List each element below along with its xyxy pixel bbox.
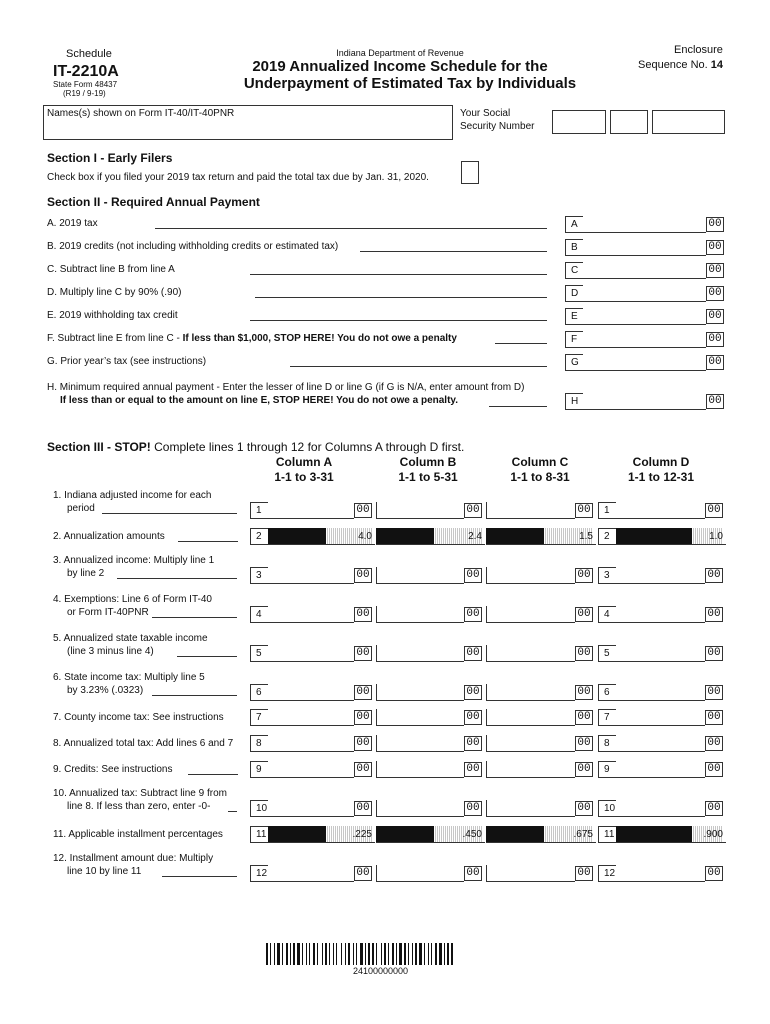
amount-field[interactable] xyxy=(486,865,575,882)
cents-zeros: 00 xyxy=(464,762,482,777)
amount-field[interactable] xyxy=(376,606,464,623)
cents-zeros: 00 xyxy=(705,646,723,661)
cents-zeros: 00 xyxy=(354,503,372,518)
cents-zeros: 00 xyxy=(464,568,482,583)
cents-zeros: 00 xyxy=(575,607,593,622)
line-letter: C xyxy=(565,262,583,279)
amount-field[interactable] xyxy=(616,761,705,778)
section2-line-text: F. Subtract line E from line C - If less than $1,000, STOP HERE! You do not owe a penalty xyxy=(47,333,457,344)
cents-zeros: 00 xyxy=(464,866,482,881)
amount-field[interactable] xyxy=(583,331,706,348)
section3-line-text: 10. Annualized tax: Subtract line 9 from xyxy=(53,788,227,799)
line-number: 4 xyxy=(598,606,616,623)
section3-line-text: 9. Credits: See instructions xyxy=(53,764,173,775)
barcode-bar xyxy=(415,943,417,965)
barcode-bar xyxy=(353,943,354,965)
amount-field[interactable] xyxy=(616,645,705,662)
amount-field[interactable] xyxy=(486,761,575,778)
column-name: Column D xyxy=(632,455,690,469)
amount-field[interactable] xyxy=(583,216,706,233)
cents-zeros: 00 xyxy=(464,503,482,518)
amount-field[interactable] xyxy=(616,606,705,623)
amount-field[interactable] xyxy=(616,800,705,817)
amount-field[interactable] xyxy=(376,761,464,778)
cents-zeros: 00 xyxy=(706,240,724,255)
barcode-bar xyxy=(336,943,337,965)
sequence-number: Sequence No. 14 xyxy=(638,59,724,71)
line-number: 4 xyxy=(250,606,268,623)
barcode-bar xyxy=(360,943,363,965)
cents-zeros: 00 xyxy=(706,286,724,301)
cents-zeros: 00 xyxy=(575,710,593,725)
cents-zeros: 00 xyxy=(575,685,593,700)
line-number: 11 xyxy=(250,826,268,843)
column-period: 1-1 to 12-31 xyxy=(627,470,695,484)
line-number: 10 xyxy=(598,800,616,817)
cents-zeros: 00 xyxy=(705,607,723,622)
section2-line-text: B. 2019 credits (not including withholding credits or estimated tax) xyxy=(47,241,339,252)
amount-field[interactable] xyxy=(486,567,575,584)
line-number: 6 xyxy=(250,684,268,701)
leader-line xyxy=(290,366,547,367)
amount-field[interactable] xyxy=(486,709,575,726)
cents-zeros: 00 xyxy=(575,866,593,881)
section3-line-text-2: line 10 by line 11 xyxy=(67,866,142,877)
line-number: 11 xyxy=(598,826,616,843)
fixed-value: 1.0 xyxy=(709,531,723,542)
barcode-bar xyxy=(325,943,327,965)
leader-line xyxy=(152,695,237,696)
amount-field[interactable] xyxy=(616,684,705,701)
cents-zeros: 00 xyxy=(705,801,723,816)
line-number: 8 xyxy=(598,735,616,752)
barcode-bar xyxy=(412,943,413,965)
barcode-bar xyxy=(341,943,342,965)
line-number: 7 xyxy=(598,709,616,726)
section2-line-text: D. Multiply line C by 90% (.90) xyxy=(47,287,182,298)
cents-zeros: 00 xyxy=(705,685,723,700)
barcode-bar xyxy=(444,943,445,965)
section3-heading: Section III - STOP! Complete lines 1 through 12 for Columns A through D first. xyxy=(47,440,465,454)
amount-field[interactable] xyxy=(376,709,464,726)
line-number: 2 xyxy=(250,528,268,545)
value-field-frame xyxy=(616,528,726,545)
barcode-bar xyxy=(277,943,280,965)
column-name: Column A xyxy=(275,455,333,469)
section3-line-text: 6. State income tax: Multiply line 5 xyxy=(53,672,205,683)
enclosure-label: Enclosure xyxy=(674,44,723,56)
section3-line-text-2: line 8. If less than zero, enter -0- xyxy=(67,801,211,812)
leader-line xyxy=(250,274,547,275)
barcode-bar xyxy=(345,943,346,965)
barcode-bar xyxy=(274,943,275,965)
leader-line xyxy=(250,320,547,321)
section3-line-text: 5. Annualized state taxable income xyxy=(53,633,208,644)
form-title-2: Underpayment of Estimated Tax by Individuals xyxy=(243,75,577,92)
barcode-bar xyxy=(309,943,310,965)
cents-zeros: 00 xyxy=(706,332,724,347)
cents-zeros: 00 xyxy=(354,646,372,661)
barcode-bar xyxy=(435,943,437,965)
leader-line xyxy=(360,251,547,252)
line-letter: D xyxy=(565,285,583,302)
amount-field[interactable] xyxy=(486,735,575,752)
amount-field[interactable] xyxy=(486,606,575,623)
cents-zeros: 00 xyxy=(354,736,372,751)
amount-field[interactable] xyxy=(616,735,705,752)
cents-zeros: 00 xyxy=(354,607,372,622)
leader-line xyxy=(155,228,547,229)
barcode-bar xyxy=(365,943,366,965)
amount-field[interactable] xyxy=(486,645,575,662)
line-number: 7 xyxy=(250,709,268,726)
line-letter: F xyxy=(565,331,583,348)
amount-field[interactable] xyxy=(376,645,464,662)
amount-field[interactable] xyxy=(583,354,706,371)
cents-zeros: 00 xyxy=(705,503,723,518)
line-letter: G xyxy=(565,354,583,371)
amount-field[interactable] xyxy=(376,865,464,882)
barcode-bar xyxy=(396,943,397,965)
cents-zeros: 00 xyxy=(354,801,372,816)
value-field-frame xyxy=(616,826,726,843)
form-code: IT-2210A xyxy=(53,63,119,80)
barcode-bar xyxy=(282,943,283,965)
barcode-bar xyxy=(317,943,318,965)
cents-zeros: 00 xyxy=(464,710,482,725)
barcode-bar xyxy=(293,943,295,965)
names-label: Names(s) shown on Form IT-40/IT-40PNR xyxy=(47,108,235,119)
schedule-label: Schedule xyxy=(66,48,112,60)
ssn-part-1[interactable] xyxy=(552,110,606,134)
value-field-frame xyxy=(376,826,485,843)
cents-zeros: 00 xyxy=(705,866,723,881)
barcode-bar xyxy=(408,943,409,965)
section2-line-text: G. Prior year’s tax (see instructions) xyxy=(47,356,207,367)
cents-zeros: 00 xyxy=(575,646,593,661)
barcode-bar xyxy=(286,943,288,965)
barcode-number: 24100000000 xyxy=(353,966,409,976)
cents-zeros: 00 xyxy=(706,217,724,232)
column-period: 1-1 to 5-31 xyxy=(398,470,458,484)
barcode-bar xyxy=(329,943,330,965)
leader-line xyxy=(489,406,547,407)
cents-zeros: 00 xyxy=(464,801,482,816)
amount-field[interactable] xyxy=(268,735,354,752)
section2-line-text: A. 2019 tax xyxy=(47,218,98,229)
section3-line-text: 8. Annualized total tax: Add lines 6 and 7 xyxy=(53,738,234,749)
fixed-value: .900 xyxy=(703,829,723,840)
line-number: 3 xyxy=(598,567,616,584)
amount-field[interactable] xyxy=(616,865,705,882)
fixed-value: .675 xyxy=(573,829,593,840)
section3-line-text-2: by line 2 xyxy=(67,568,105,579)
leader-line xyxy=(178,541,238,542)
section3-line-text: 4. Exemptions: Line 6 of Form IT-40 xyxy=(53,594,212,605)
section1-text: Check box if you filed your 2019 tax return and paid the total tax due by Jan. 31, 2020. xyxy=(47,172,429,183)
value-field-frame xyxy=(486,528,596,545)
cents-zeros: 00 xyxy=(705,710,723,725)
amount-field[interactable] xyxy=(583,262,706,279)
column-period: 1-1 to 3-31 xyxy=(274,470,334,484)
leader-line xyxy=(188,774,238,775)
cents-zeros: 00 xyxy=(706,355,724,370)
barcode-bar xyxy=(306,943,307,965)
section3-line-text-2: (line 3 minus line 4) xyxy=(67,646,154,657)
line-letter: A xyxy=(565,216,583,233)
section3-line-text: 1. Indiana adjusted income for each xyxy=(53,490,212,501)
line-number: 3 xyxy=(250,567,268,584)
section3-line-text: 11. Applicable installment percentages xyxy=(53,829,223,840)
ssn-label-1: Your Social xyxy=(460,108,511,119)
section2-line-text: E. 2019 withholding tax credit xyxy=(47,310,178,321)
barcode-bar xyxy=(356,943,357,965)
amount-field[interactable] xyxy=(376,800,464,817)
line-h-text-2: If less than or equal to the amount on line E, STOP HERE! You do not owe a penalty. xyxy=(60,395,459,406)
amount-field[interactable] xyxy=(376,502,464,519)
amount-field[interactable] xyxy=(268,865,354,882)
cents-zeros: 00 xyxy=(464,607,482,622)
fixed-value: 2.4 xyxy=(468,531,482,542)
form-title-1: 2019 Annualized Income Schedule for the xyxy=(252,58,548,75)
barcode-bar xyxy=(428,943,429,965)
cents-zeros: 00 xyxy=(575,503,593,518)
section3-line-text: 3. Annualized income: Multiply line 1 xyxy=(53,555,215,566)
revision: (R19 / 9-19) xyxy=(63,89,106,98)
line-number: 6 xyxy=(598,684,616,701)
barcode-bar xyxy=(439,943,442,965)
line-number: 1 xyxy=(250,502,268,519)
barcode-bar xyxy=(313,943,315,965)
amount-field[interactable] xyxy=(583,393,706,410)
barcode-bar xyxy=(404,943,406,965)
cents-zeros: 00 xyxy=(705,568,723,583)
cents-zeros: 00 xyxy=(464,646,482,661)
cents-zeros: 00 xyxy=(706,263,724,278)
barcode-bar xyxy=(384,943,386,965)
section1-heading: Section I - Early Filers xyxy=(47,151,173,165)
section3-line-text: 12. Installment amount due: Multiply xyxy=(53,853,214,864)
line-letter: B xyxy=(565,239,583,256)
amount-field[interactable] xyxy=(486,684,575,701)
line-number: 5 xyxy=(598,645,616,662)
section3-line-text-2: period xyxy=(67,503,95,514)
amount-field[interactable] xyxy=(583,308,706,325)
cents-zeros: 00 xyxy=(706,309,724,324)
amount-field[interactable] xyxy=(376,684,464,701)
column-period: 1-1 to 8-31 xyxy=(510,470,570,484)
cents-zeros: 00 xyxy=(354,685,372,700)
line-letter: H xyxy=(565,393,583,410)
section2-line-text: C. Subtract line B from line A xyxy=(47,264,175,275)
value-field-frame xyxy=(376,528,485,545)
leader-line xyxy=(152,617,237,618)
column-name: Column B xyxy=(399,455,457,469)
cents-zeros: 00 xyxy=(575,568,593,583)
cents-zeros: 00 xyxy=(706,394,724,409)
barcode-bar xyxy=(451,943,453,965)
amount-field[interactable] xyxy=(268,606,354,623)
section3-line-text-2: by 3.23% (.0323) xyxy=(67,685,144,696)
amount-field[interactable] xyxy=(268,684,354,701)
leader-line xyxy=(228,811,237,812)
line-number: 12 xyxy=(250,865,268,882)
value-field-frame xyxy=(268,826,375,843)
ssn-part-2[interactable] xyxy=(610,110,648,134)
leader-line xyxy=(162,876,237,877)
amount-field[interactable] xyxy=(376,567,464,584)
amount-field[interactable] xyxy=(268,645,354,662)
cents-zeros: 00 xyxy=(705,762,723,777)
amount-field[interactable] xyxy=(486,800,575,817)
line-number: 10 xyxy=(250,800,268,817)
amount-field[interactable] xyxy=(486,502,575,519)
barcode-bar xyxy=(392,943,394,965)
value-field-frame xyxy=(486,826,596,843)
cents-zeros: 00 xyxy=(354,762,372,777)
barcode-bar xyxy=(381,943,382,965)
amount-field[interactable] xyxy=(268,800,354,817)
barcode-bar xyxy=(348,943,350,965)
line-number: 9 xyxy=(250,761,268,778)
barcode-bar xyxy=(388,943,389,965)
value-field-frame xyxy=(268,528,375,545)
fixed-value: .450 xyxy=(462,829,482,840)
line-number: 9 xyxy=(598,761,616,778)
barcode-bar xyxy=(290,943,291,965)
leader-line xyxy=(102,513,237,514)
fixed-value: 1.5 xyxy=(579,531,593,542)
amount-field[interactable] xyxy=(616,502,705,519)
column-name: Column C xyxy=(511,455,569,469)
barcode xyxy=(266,943,506,965)
line-number: 8 xyxy=(250,735,268,752)
line-number: 1 xyxy=(598,502,616,519)
department: Indiana Department of Revenue xyxy=(336,48,464,58)
barcode-bar xyxy=(399,943,402,965)
barcode-bar xyxy=(270,943,271,965)
cents-zeros: 00 xyxy=(464,685,482,700)
barcode-bar xyxy=(266,943,268,965)
ssn-label-2: Security Number xyxy=(460,121,535,132)
barcode-bar xyxy=(376,943,377,965)
amount-field[interactable] xyxy=(583,285,706,302)
barcode-bar xyxy=(297,943,300,965)
barcode-bar xyxy=(419,943,422,965)
barcode-bar xyxy=(302,943,303,965)
leader-line xyxy=(255,297,547,298)
section2-heading: Section II - Required Annual Payment xyxy=(47,195,260,209)
cents-zeros: 00 xyxy=(575,762,593,777)
ssn-part-3[interactable] xyxy=(652,110,725,134)
cents-zeros: 00 xyxy=(575,736,593,751)
line-h-text-1: H. Minimum required annual payment - Enter the lesser of line D or line G (if G is N/A, enter amount from D) xyxy=(47,382,525,393)
barcode-bar xyxy=(322,943,323,965)
leader-line xyxy=(495,343,547,344)
barcode-bar xyxy=(368,943,370,965)
amount-field[interactable] xyxy=(583,239,706,256)
early-filer-checkbox[interactable] xyxy=(461,161,479,184)
leader-line xyxy=(177,656,237,657)
cents-zeros: 00 xyxy=(575,801,593,816)
barcode-bar xyxy=(424,943,425,965)
fixed-value: 4.0 xyxy=(358,531,372,542)
amount-field[interactable] xyxy=(616,709,705,726)
cents-zeros: 00 xyxy=(354,568,372,583)
barcode-bar xyxy=(447,943,449,965)
state-form: State Form 48437 xyxy=(53,80,118,89)
section3-line-text-2: or Form IT-40PNR xyxy=(67,607,149,618)
cents-zeros: 00 xyxy=(354,710,372,725)
amount-field[interactable] xyxy=(616,567,705,584)
barcode-bar xyxy=(372,943,374,965)
barcode-bar xyxy=(333,943,334,965)
cents-zeros: 00 xyxy=(464,736,482,751)
amount-field[interactable] xyxy=(376,735,464,752)
line-letter: E xyxy=(565,308,583,325)
fixed-value: .225 xyxy=(352,829,372,840)
amount-field[interactable] xyxy=(268,567,354,584)
line-number: 2 xyxy=(598,528,616,545)
cents-zeros: 00 xyxy=(354,866,372,881)
line-number: 12 xyxy=(598,865,616,882)
line-number: 5 xyxy=(250,645,268,662)
amount-field[interactable] xyxy=(268,502,354,519)
section3-line-text: 7. County income tax: See instructions xyxy=(53,712,224,723)
leader-line xyxy=(117,578,237,579)
barcode-bar xyxy=(431,943,432,965)
section3-line-text: 2. Annualization amounts xyxy=(53,531,165,542)
amount-field[interactable] xyxy=(268,709,354,726)
cents-zeros: 00 xyxy=(705,736,723,751)
amount-field[interactable] xyxy=(268,761,354,778)
